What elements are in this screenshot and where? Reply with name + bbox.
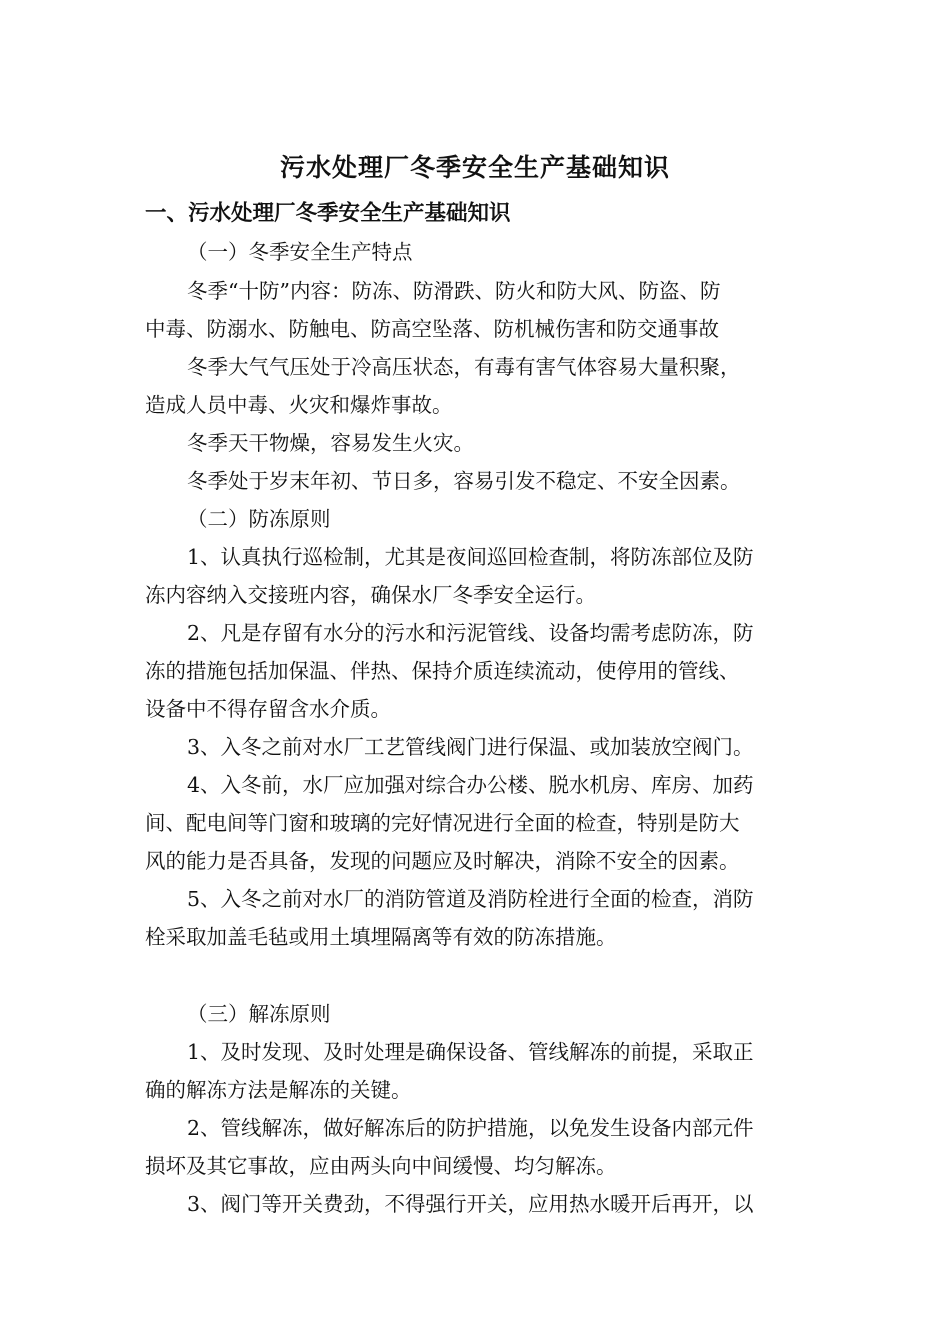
paragraph-line: 2、管线解冻，做好解冻后的防护措施，以免发生设备内部元件 — [187, 1116, 754, 1140]
paragraph-line: 冬季“十防”内容：防冻、防滑跌、防火和防大风、防盗、防 — [187, 279, 721, 303]
paragraph-line: 造成人员中毒、火灾和爆炸事故。 — [145, 393, 453, 417]
document-title: 污水处理厂冬季安全生产基础知识 — [279, 153, 670, 182]
paragraph-line: 栓采取加盖毛毡或用土填埋隔离等有效的防冻措施。 — [145, 925, 617, 949]
paragraph-line: 1、认真执行巡检制，尤其是夜间巡回检查制，将防冻部位及防 — [187, 545, 754, 569]
paragraph-line: 中毒、防溺水、防触电、防高空坠落、防机械伤害和防交通事故 — [145, 317, 719, 341]
paragraph-line: 冻内容纳入交接班内容，确保水厂冬季安全运行。 — [145, 583, 596, 607]
paragraph-line: 3、入冬之前对水厂工艺管线阀门进行保温、或加装放空阀门。 — [187, 735, 754, 759]
subsection-heading: （二）防冻原则 — [187, 507, 331, 531]
paragraph-line: 1、及时发现、及时处理是确保设备、管线解冻的前提，采取正 — [187, 1040, 754, 1064]
paragraph-line: 确的解冻方法是解冻的关键。 — [145, 1078, 412, 1102]
paragraph-line: 3、阀门等开关费劲，不得强行开关，应用热水暖开后再开，以 — [187, 1192, 754, 1216]
paragraph-line: 设备中不得存留含水介质。 — [145, 697, 391, 721]
paragraph-line: 5、入冬之前对水厂的消防管道及消防栓进行全面的检查，消防 — [187, 887, 754, 911]
paragraph-line: 间、配电间等门窗和玻璃的完好情况进行全面的检查，特别是防大 — [145, 811, 740, 835]
paragraph-line: 风的能力是否具备，发现的问题应及时解决，消除不安全的因素。 — [145, 849, 740, 873]
section-heading: 一、污水处理厂冬季安全生产基础知识 — [145, 201, 511, 226]
paragraph-line: 损坏及其它事故，应由两头向中间缓慢、均匀解冻。 — [145, 1154, 617, 1178]
paragraph-line: 4、入冬前，水厂应加强对综合办公楼、脱水机房、库房、加药 — [187, 773, 754, 797]
paragraph-line: 2、凡是存留有水分的污水和污泥管线、设备均需考虑防冻，防 — [187, 621, 754, 645]
paragraph-line: 冬季处于岁末年初、节日多，容易引发不稳定、不安全因素。 — [187, 469, 741, 493]
paragraph-line: 冬季大气气压处于冷高压状态，有毒有害气体容易大量积聚， — [187, 355, 741, 379]
subsection-heading: （一）冬季安全生产特点 — [187, 240, 413, 264]
paragraph-line: 冻的措施包括加保温、伴热、保持介质连续流动，使停用的管线、 — [145, 659, 740, 683]
paragraph-line: 冬季天干物燥，容易发生火灾。 — [187, 431, 474, 455]
subsection-heading: （三）解冻原则 — [187, 1002, 331, 1026]
